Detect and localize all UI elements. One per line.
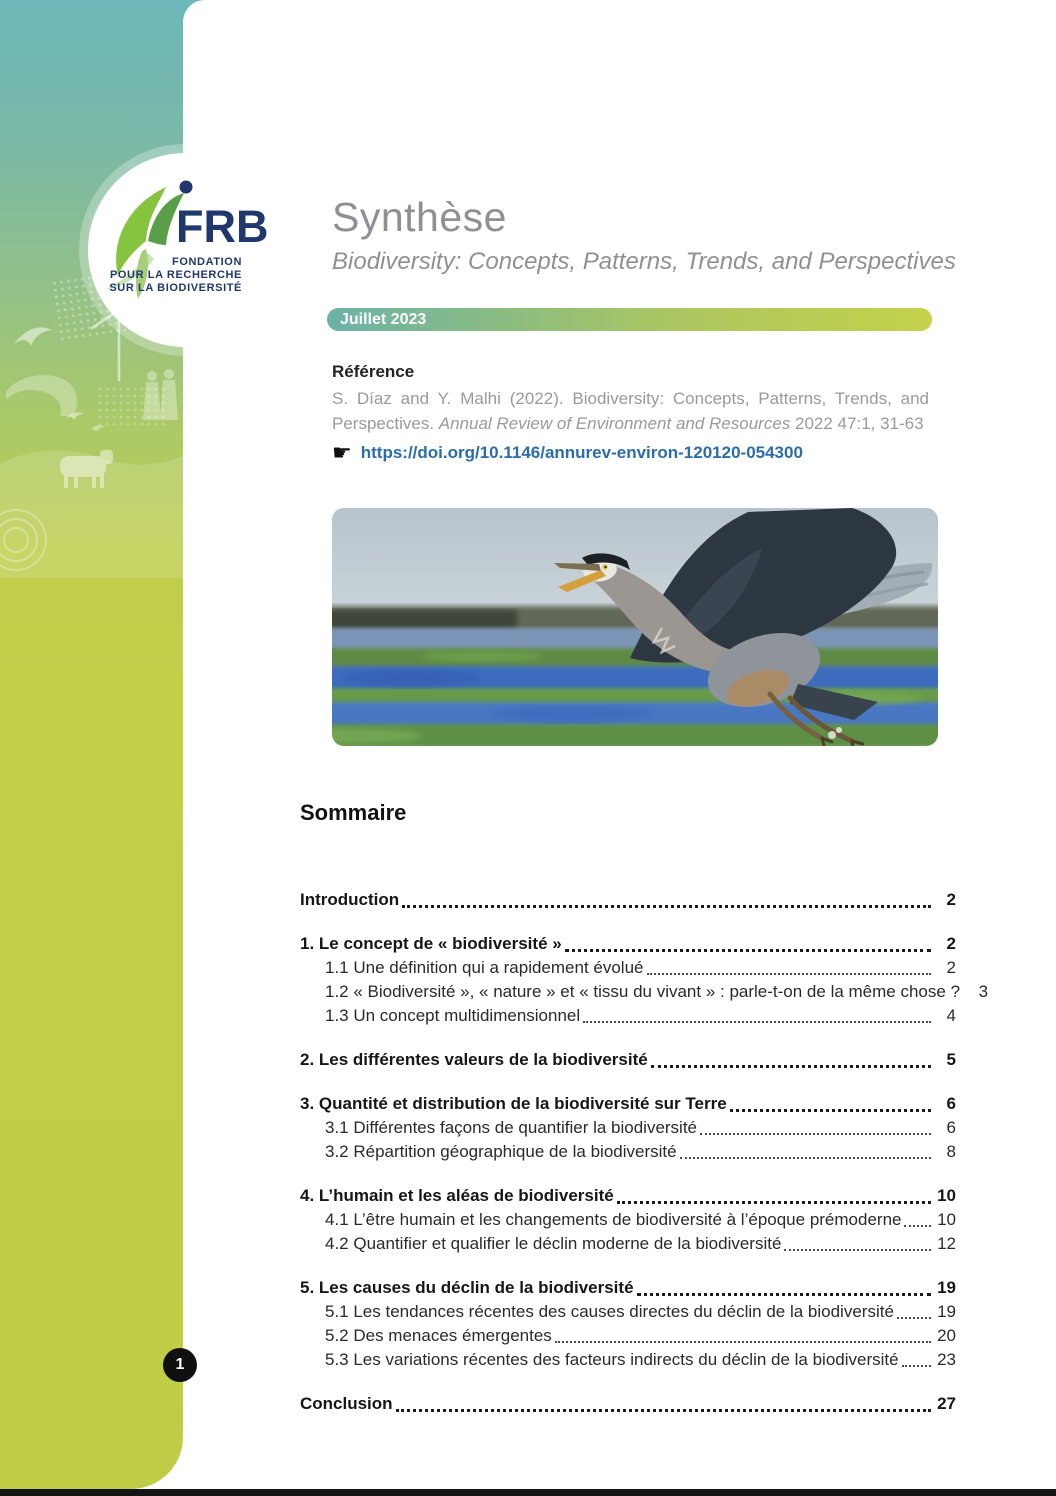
dot-leader: [784, 1249, 931, 1251]
toc-entry-section-3[interactable]: 3. Quantité et distribution de la biodiversité sur Terre 6: [300, 1094, 956, 1113]
page-subtitle: Biodiversity: Concepts, Patterns, Trends, and Perspectives: [332, 248, 956, 275]
toc-entry-5-1[interactable]: 5.1 Les tendances récentes des causes directes du déclin de la biodiversité 19: [325, 1302, 956, 1321]
toc-entry-section-4[interactable]: 4. L’humain et les aléas de biodiversité 10: [300, 1186, 956, 1205]
toc-entry-5-2[interactable]: 5.2 Des menaces émergentes 20: [325, 1326, 956, 1345]
dot-leader: [902, 1365, 931, 1367]
toc-entry-3-2[interactable]: 3.2 Répartition géographique de la biodiversité 8: [325, 1142, 956, 1161]
footer-rule: [0, 1489, 1056, 1496]
page-title: Synthèse: [332, 194, 507, 240]
date-badge: Juillet 2023: [327, 308, 932, 331]
frb-logo-text: FONDATION POUR LA RECHERCHE SUR LA BIODIVERSITÉ: [109, 256, 242, 294]
toc-entry-1-3[interactable]: 1.3 Un concept multidimensionnel 4: [325, 1006, 956, 1025]
toc-entry-introduction[interactable]: Introduction 2: [300, 890, 956, 909]
toc-entry-section-1[interactable]: 1. Le concept de « biodiversité » 2: [300, 934, 956, 953]
dot-leader: [396, 1409, 931, 1412]
toc-entry-1-1[interactable]: 1.1 Une définition qui a rapidement évolué 2: [325, 958, 956, 977]
dot-leader: [617, 1201, 931, 1204]
elephant-silhouette: [6, 375, 77, 416]
toc-entry-4-2[interactable]: 4.2 Quantifier et qualifier le déclin moderne de la biodiversité 12: [325, 1234, 956, 1253]
dot-leader: [647, 973, 932, 975]
dot-leader: [637, 1293, 931, 1296]
dot-leader: [904, 1225, 931, 1227]
page-number-badge: 1: [163, 1348, 197, 1382]
dot-leader: [680, 1157, 931, 1159]
toc-heading: Sommaire: [300, 800, 407, 825]
toc-entry-conclusion[interactable]: Conclusion 27: [300, 1394, 956, 1413]
dot-leader: [583, 1021, 931, 1023]
heron-photo: [332, 508, 938, 746]
toc-entry-3-1[interactable]: 3.1 Différentes façons de quantifier la biodiversité 6: [325, 1118, 956, 1137]
table-of-contents: [300, 888, 989, 1416]
toc-entry-section-2[interactable]: 2. Les différentes valeurs de la biodiversité 5: [300, 1050, 956, 1069]
pointing-hand-icon: ☛: [332, 440, 352, 465]
bird-silhouette: [14, 327, 52, 346]
dot-leader: [730, 1109, 931, 1112]
dot-leader: [700, 1133, 931, 1135]
dot-leader: [651, 1065, 931, 1068]
rounded-corner-notch: [183, 0, 205, 22]
frb-logo: [88, 153, 282, 347]
frb-logo-brand: FRB: [176, 201, 269, 252]
dot-leader: [402, 905, 931, 908]
dot-leader: [897, 1317, 931, 1319]
toc-entry-1-2[interactable]: 1.2 « Biodiversité », « nature » et « tissu du vivant » : parle-t-on de la même chose ? 3: [325, 982, 989, 1001]
reference-heading: Référence: [332, 362, 415, 381]
doi-link[interactable]: https://doi.org/10.1146/annurev-environ-120120-054300: [360, 443, 803, 462]
toc-entry-section-5[interactable]: 5. Les causes du déclin de la biodiversité 19: [300, 1278, 956, 1297]
dot-leader: [565, 949, 931, 952]
reference-block: [332, 362, 929, 464]
toc-entry-5-3[interactable]: 5.3 Les variations récentes des facteurs indirects du déclin de la biodiversité 23: [325, 1350, 956, 1369]
journal-name: Annual Review of Environment and Resources: [438, 414, 791, 433]
citation-text: S. Díaz and Y. Malhi (2022). Biodiversity: Concepts, Patterns, Trends, and Perspectives. Annual Review of Environment and Resources 2022 47:1, 31-63: [332, 389, 929, 433]
toc-entry-4-1[interactable]: 4.1 L’être humain et les changements de biodiversité à l’époque prémoderne 10: [325, 1210, 956, 1229]
dot-leader: [555, 1341, 931, 1343]
